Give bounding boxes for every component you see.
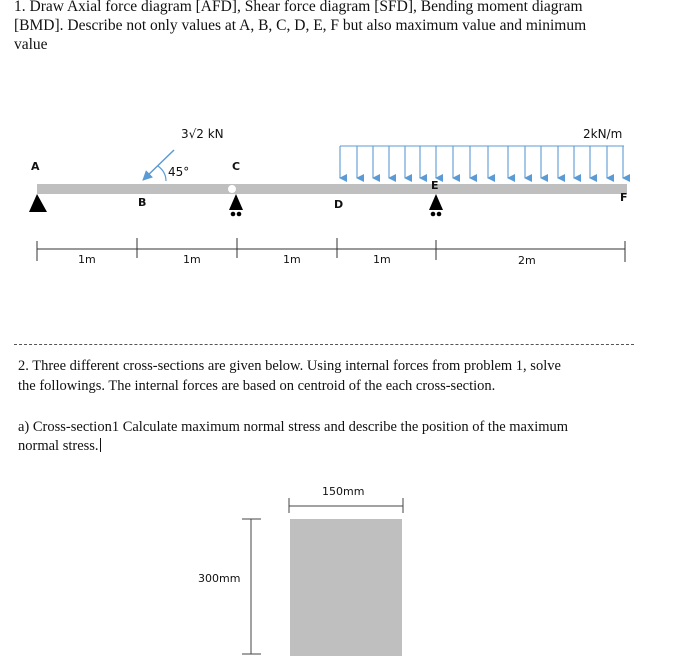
beam bbox=[37, 184, 627, 194]
hinge-c bbox=[228, 185, 237, 194]
distributed-load-arrows-icon bbox=[340, 146, 624, 178]
height-label: 300mm bbox=[198, 572, 241, 585]
dimension-label-2: 1m bbox=[183, 253, 201, 266]
label-e: E bbox=[431, 179, 439, 192]
cross-section-rect bbox=[290, 519, 402, 656]
label-b: B bbox=[138, 196, 147, 209]
width-label: 150mm bbox=[322, 485, 365, 498]
problem-1-line-3: value bbox=[14, 36, 48, 53]
part-a-line-2[interactable] bbox=[18, 437, 101, 456]
label-c: C bbox=[232, 160, 241, 173]
problem-1-line-2: [BMD]. Describe not only values at A, B, C, D, E, F but also maximum value and minimum bbox=[14, 17, 587, 34]
problem-2-line-2: the followings. The internal forces are based on centroid of the each cross-section. bbox=[18, 378, 496, 394]
text-cursor bbox=[100, 438, 101, 452]
part-a-line-2-text: normal stress. bbox=[18, 438, 99, 454]
part-a-line-1: a) Cross-section1 Calculate maximum normal stress and describe the position of the maximum bbox=[18, 419, 569, 435]
dimension-label-5: 2m bbox=[518, 254, 536, 267]
problem-1-line-1: 1. Draw Axial force diagram [AFD], Shear force diagram [SFD], Bending moment diagram bbox=[14, 0, 583, 15]
point-load-label: 3√2 kN bbox=[181, 127, 224, 141]
dimension-label-3: 1m bbox=[283, 253, 301, 266]
label-a: A bbox=[31, 160, 40, 173]
distributed-load-label: 2kN/m bbox=[583, 127, 623, 141]
label-f: F bbox=[620, 191, 628, 204]
pin-support-a-icon bbox=[29, 194, 47, 212]
dimension-line bbox=[37, 238, 625, 262]
dimension-label-4: 1m bbox=[373, 253, 391, 266]
dimension-label-1: 1m bbox=[78, 253, 96, 266]
angle-label: 45° bbox=[168, 165, 190, 179]
clipped-text-fragment bbox=[14, 344, 634, 347]
label-d: D bbox=[334, 198, 344, 211]
roller-support-e-icon bbox=[429, 194, 443, 216]
problem-2-line-1: 2. Three different cross-sections are given below. Using internal forces from problem 1, solve bbox=[18, 358, 561, 374]
roller-support-c-icon bbox=[229, 194, 243, 216]
